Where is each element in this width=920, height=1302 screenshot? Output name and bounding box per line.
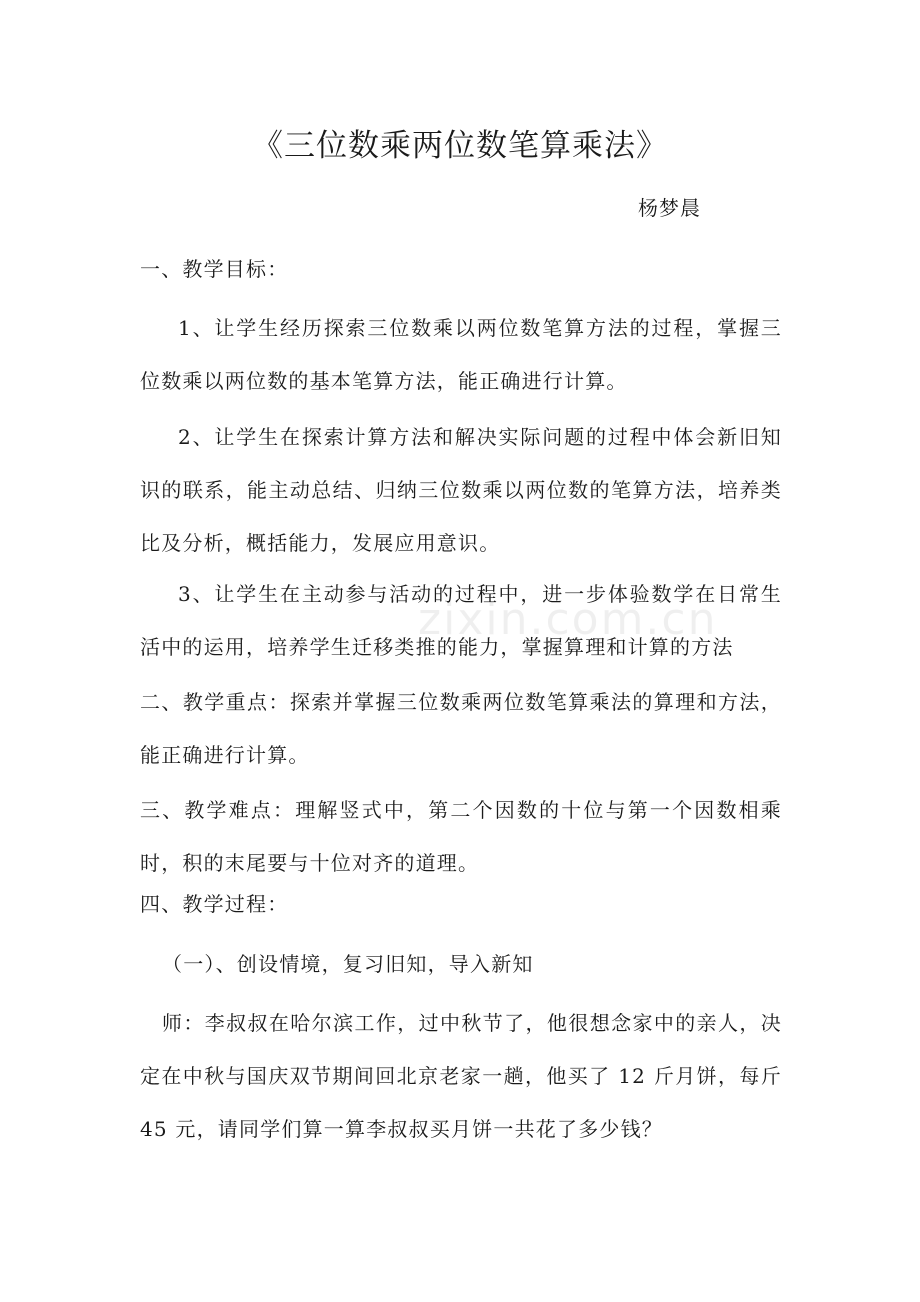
goals-heading: 一、教学目标： <box>140 257 289 281</box>
goal-2-paragraph: 2、让学生在探索计算方法和解决实际问题的过程中体会新旧知识的联系，能主动总结、归纳三位数乘以两位数的笔算方法，培养类比及分析，概括能力，发展应用意识。 <box>140 425 782 555</box>
difficulty-paragraph: 三、教学难点：理解竖式中，第二个因数的十位与第一个因数相乘时，积的末尾要与十位对齐的道理。 <box>140 798 782 875</box>
key-point-paragraph: 二、教学重点：探索并掌握三位数乘两位数笔算乘法的算理和方法，能正确进行计算。 <box>140 690 782 767</box>
document-title: 《三位数乘两位数笔算乘法》 <box>252 128 668 164</box>
process-heading: 四、教学过程： <box>140 892 289 916</box>
goal-1-paragraph: 1、让学生经历探索三位数乘以两位数笔算方法的过程，掌握三位数乘以两位数的基本笔算方法，能正确进行计算。 <box>140 316 782 393</box>
author-name: 杨梦晨 <box>638 196 701 220</box>
watermark: zixin.com.cn <box>418 594 718 645</box>
goal-3-paragraph: 3、让学生在主动参与活动的过程中，进一步体验数学在日常生活中的运用，培养学生迁移类推的能力，掌握算理和计算的方法 <box>140 582 782 659</box>
teacher-paragraph: 师：李叔叔在哈尔滨工作，过中秋节了，他很想念家中的亲人，决定在中秋与国庆双节期间回北京老家一趟，他买了 12 斤月饼，每斤 45 元，请同学们算一算李叔叔买月饼一共花了多少钱？ <box>140 1011 782 1141</box>
step-1-heading: （一）、创设情境，复习旧知，导入新知 <box>162 952 534 976</box>
